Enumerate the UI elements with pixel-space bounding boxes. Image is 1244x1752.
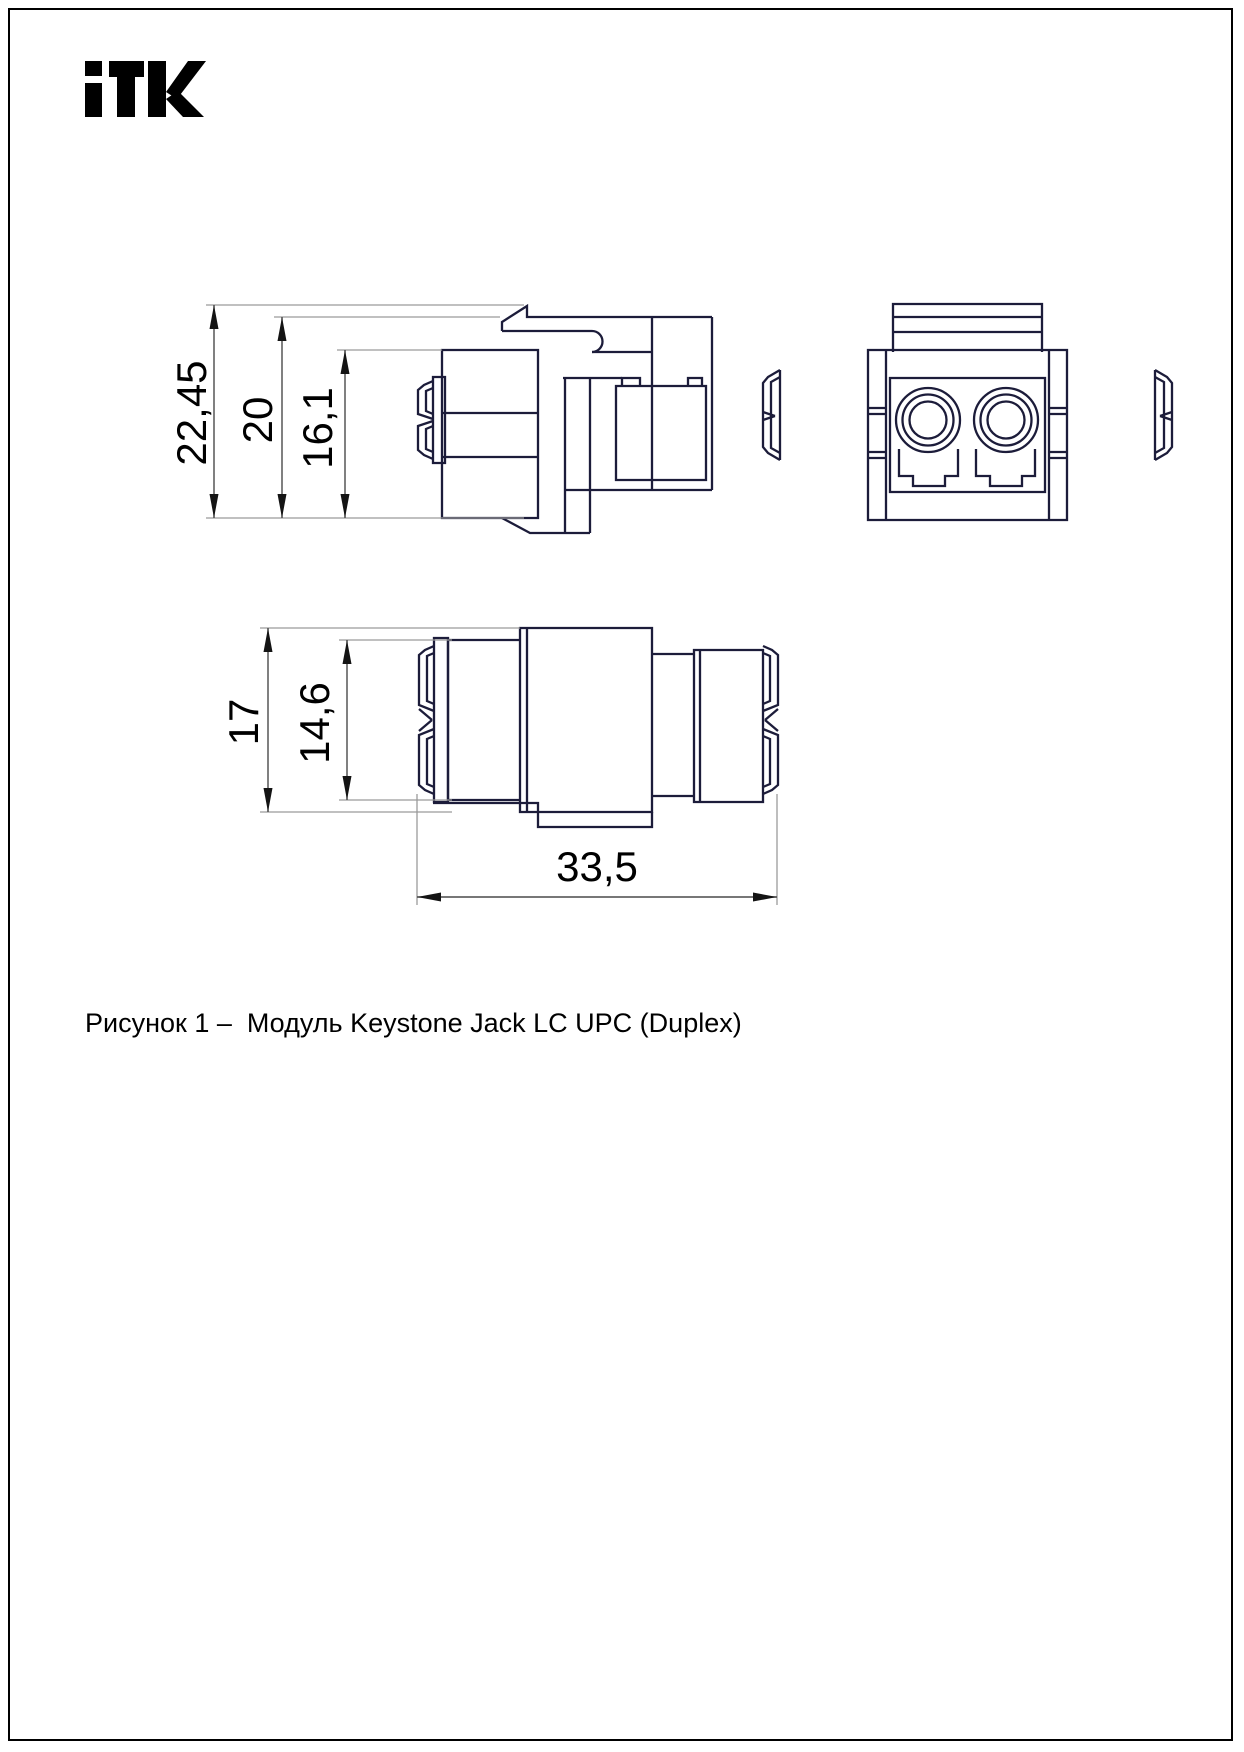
dim-label-width-inner: 14,6 <box>291 682 338 764</box>
dim-label-height-body: 20 <box>234 396 281 444</box>
dim-label-height-opening: 16,1 <box>294 387 341 469</box>
dimension-lines <box>206 305 777 905</box>
side-view-drawing <box>418 306 712 533</box>
dim-label-height-total: 22,45 <box>168 360 215 466</box>
dim-label-length: 33,5 <box>556 843 638 890</box>
front-view-drawing <box>763 304 1172 520</box>
figure-caption: Рисунок 1 – Модуль Keystone Jack LC UPC (Duplex) <box>85 1008 742 1038</box>
lc-port-circles <box>896 388 1038 452</box>
dim-label-width-total: 17 <box>220 698 267 746</box>
itk-logo-icon <box>85 61 206 117</box>
top-view-drawing <box>419 628 778 827</box>
